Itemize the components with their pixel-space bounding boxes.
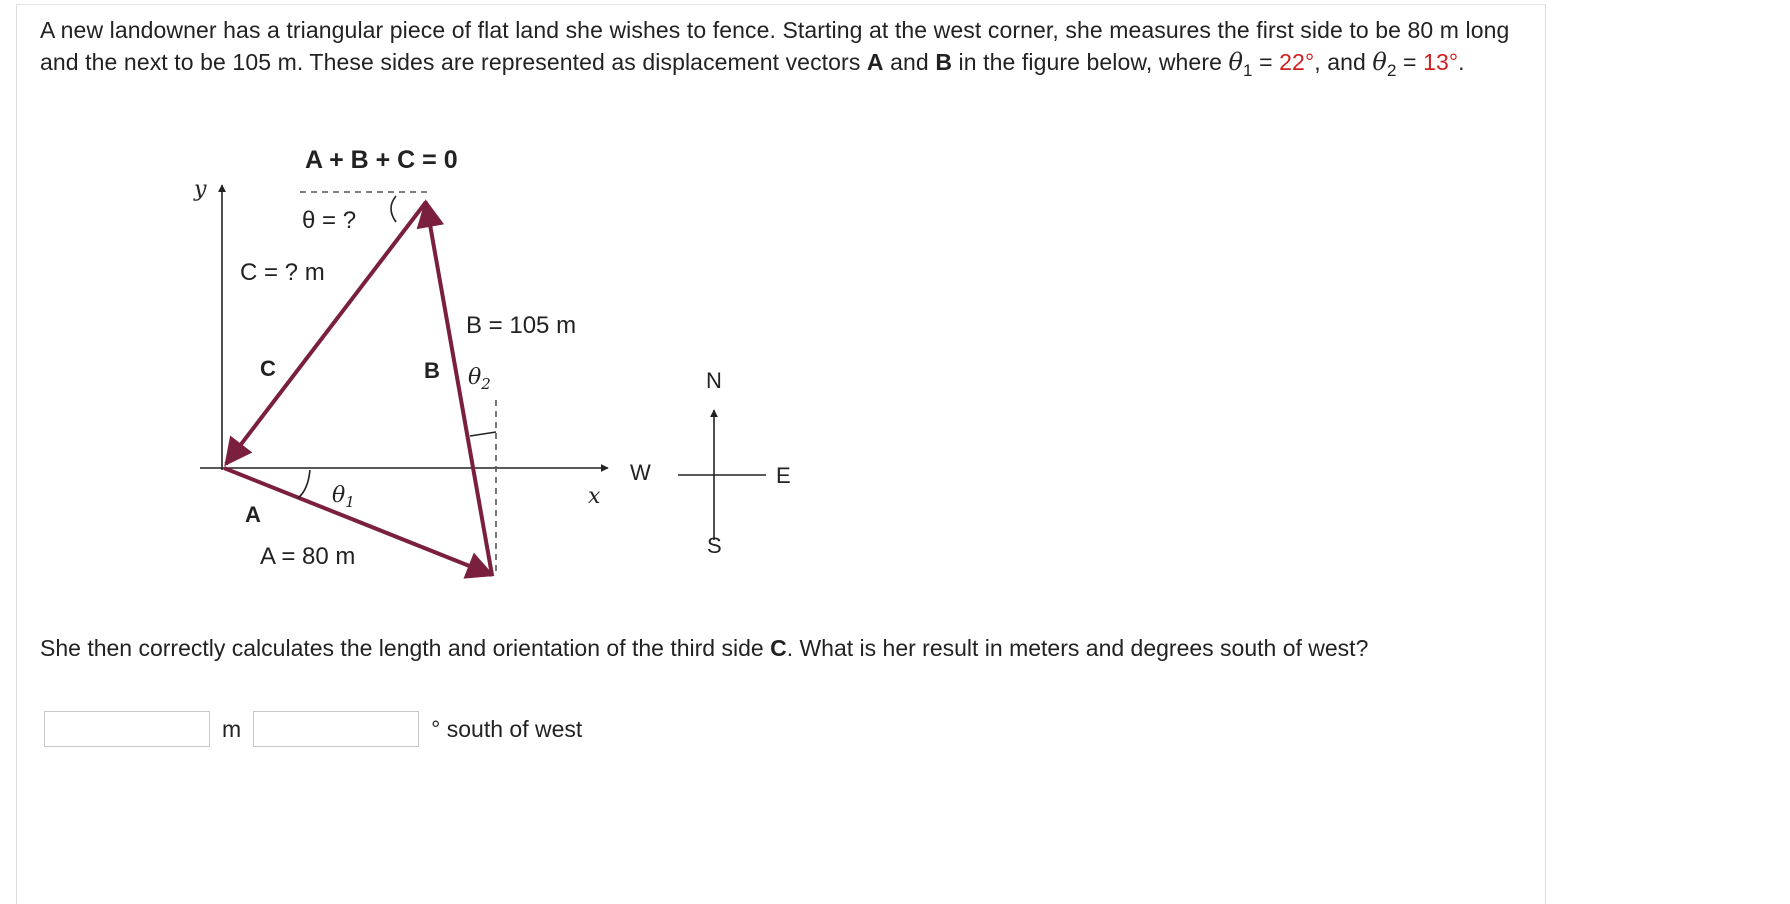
- question-text-start: She then correctly calculates the length and orientation of the third side: [40, 635, 764, 661]
- equals-sign: =: [1259, 49, 1273, 75]
- meters-unit-label: m: [222, 715, 242, 742]
- vector-c: [226, 202, 426, 464]
- and-text: and: [890, 49, 929, 75]
- angle-input[interactable]: [253, 711, 419, 747]
- theta1-subscript: 1: [1243, 61, 1253, 80]
- magnitude-input[interactable]: [44, 711, 210, 747]
- degrees-unit-label: ° south of west: [431, 715, 583, 742]
- vector-b-label: B: [935, 49, 953, 75]
- theta1-symbol: θ: [1228, 48, 1244, 76]
- vector-a-label: A: [866, 49, 884, 75]
- theta2-symbol: θ: [1372, 48, 1387, 76]
- theta2-subscript: 2: [1386, 61, 1397, 80]
- y-axis-label: y: [194, 177, 207, 202]
- theta1-arc: [298, 470, 310, 498]
- theta2-value: 13°: [1423, 49, 1459, 75]
- a-magnitude-label: A = 80 m: [260, 543, 356, 570]
- vector-c-letter: C: [260, 356, 276, 381]
- vector-c-bold: C: [770, 635, 787, 661]
- theta-unknown-label: θ = ?: [302, 207, 357, 234]
- vector-b-letter: B: [424, 358, 440, 383]
- equation-label: A + B + C = 0: [305, 146, 458, 174]
- compass-rose: [630, 368, 791, 558]
- theta2-tick: [470, 432, 496, 436]
- answer-row: [44, 710, 582, 748]
- vector-diagram: [160, 130, 840, 600]
- vector-diagram-svg: [160, 130, 840, 600]
- compass-w: W: [630, 460, 651, 485]
- theta-unknown-arc: [391, 196, 396, 222]
- compass-n: N: [706, 368, 722, 393]
- x-axis-label: x: [588, 484, 601, 509]
- problem-intro-end: in the figure below, where: [958, 49, 1222, 75]
- question-text-end: . What is her result in meters and degrees south of west?: [786, 635, 1369, 661]
- theta1-value: 22°: [1279, 49, 1315, 75]
- question-text: [40, 632, 1520, 664]
- problem-statement: [40, 14, 1540, 87]
- theta1-label: $\theta_1$: [332, 483, 355, 511]
- period: .: [1458, 49, 1465, 75]
- compass-e: E: [776, 463, 791, 488]
- vector-a-letter: A: [245, 502, 261, 527]
- compass-s: S: [707, 533, 722, 558]
- problem-intro-text: A new landowner has a triangular piece of flat land she wishes to fence. Starting at the west corner, she measures the first side to be 80 m long and the next to be 105 m. These sides are represented as displacement vectors: [40, 17, 1510, 75]
- c-magnitude-label: C = ? m: [240, 259, 325, 286]
- b-magnitude-label: B = 105 m: [466, 312, 577, 339]
- equals-sign-2: =: [1403, 49, 1417, 75]
- comma-and-text: , and: [1314, 49, 1366, 75]
- theta2-label: $\theta_2$: [468, 365, 491, 393]
